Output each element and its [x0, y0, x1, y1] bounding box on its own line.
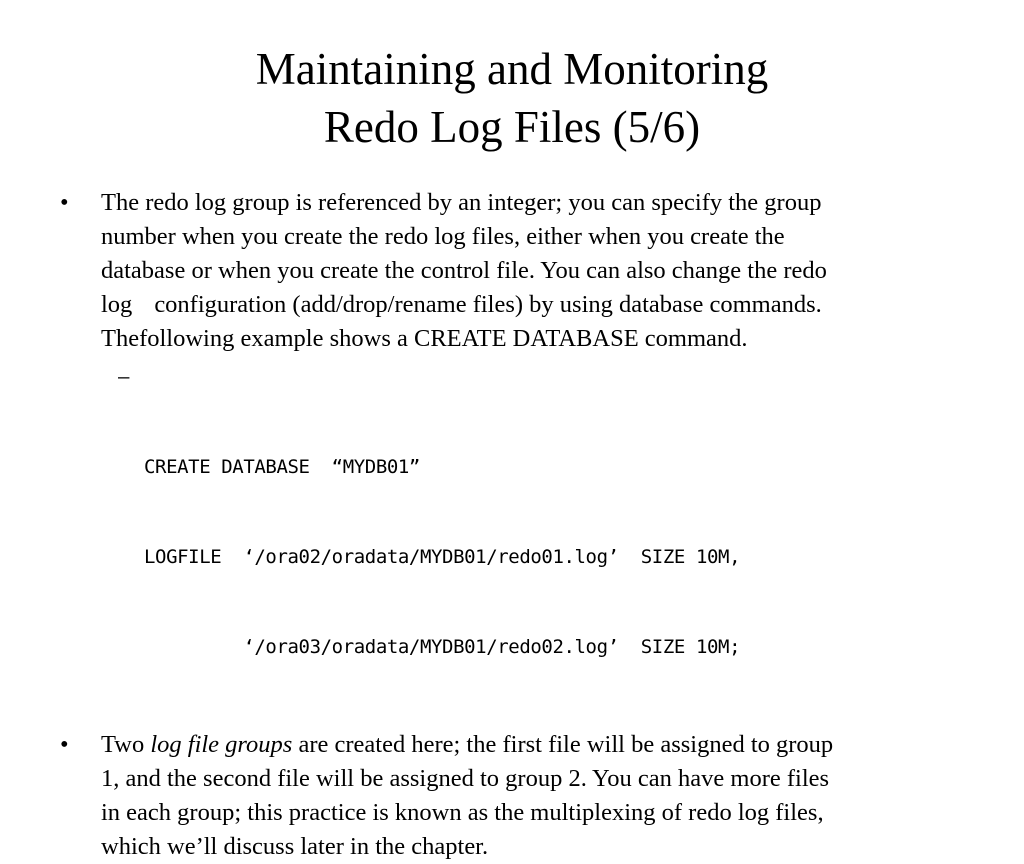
- code-example: [60, 362, 960, 722]
- bullet-marker: •: [60, 189, 69, 216]
- code-line-2: LOGFILE ‘/ora02/oradata/MYDB01/redo01.log’ SIZE 10M,: [144, 546, 741, 568]
- slide-title-line-1: Maintaining and Monitoring: [255, 44, 769, 94]
- bullet-text-segment: Two: [101, 731, 151, 758]
- bullet-text-line: in each group; this practice is known as the multiplexing of redo log files,: [101, 799, 824, 826]
- slide-body: [60, 186, 960, 864]
- bullet-text-line: configuration (add/drop/rename files) by using database commands.: [154, 291, 822, 318]
- bullet-text-line: Thefollowing example shows a CREATE DATABASE command.: [101, 325, 748, 352]
- bullet-text-line: which we’ll discuss later in the chapter.: [101, 833, 489, 860]
- code-line-1: CREATE DATABASE “MYDB01”: [144, 456, 420, 478]
- bullet-item-group-referencing: [60, 186, 960, 356]
- bullet-item-log-file-groups: [60, 728, 960, 864]
- code-line-3: ‘/ora03/oradata/MYDB01/redo02.log’ SIZE 10M;: [144, 636, 741, 658]
- bullet-text-line: 1, and the second file will be assigned to group 2. You can have more files: [101, 765, 830, 792]
- bullet-text-line: The redo log group is referenced by an integer; you can specify the group: [101, 189, 822, 216]
- slide-title-line-2: Redo Log Files (5/6): [323, 102, 701, 152]
- bullet-text-line: database or when you create the control file. You can also change the redo: [101, 257, 827, 284]
- bullet-marker: •: [60, 731, 69, 758]
- bullet-text-line: log: [101, 291, 133, 318]
- sub-bullet-marker: –: [118, 366, 130, 388]
- bullet-text-segment: are created here; the first file will be assigned to group: [292, 731, 834, 758]
- bullet-text-line: number when you create the redo log files, either when you create the: [101, 223, 785, 250]
- bullet-italic-term: log file groups: [150, 731, 293, 758]
- slide-title: [0, 40, 1024, 156]
